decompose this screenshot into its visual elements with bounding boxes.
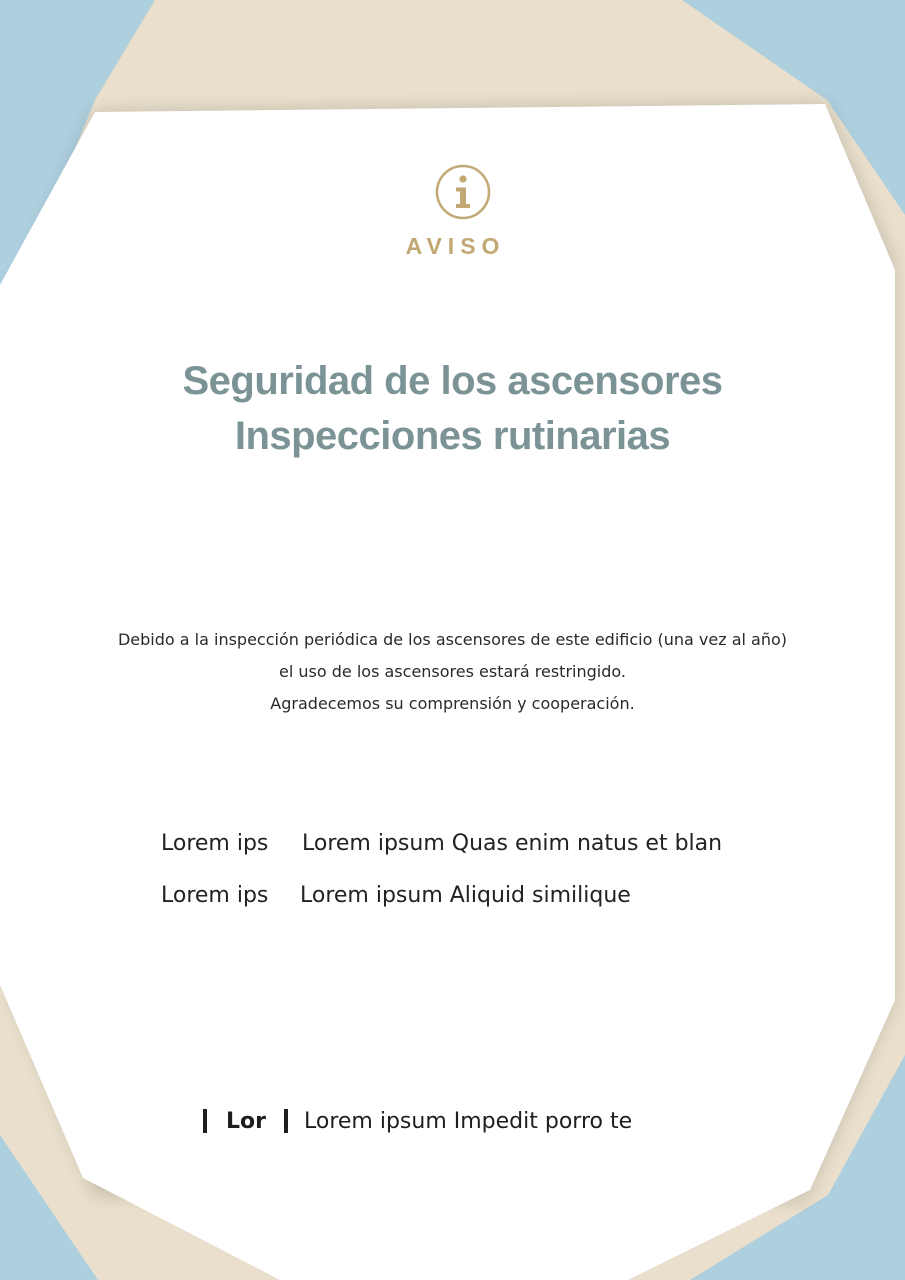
detail-value-1: Lorem ipsum Quas enim natus et blan [302, 831, 723, 856]
detail-label-1: Lorem ips [161, 831, 269, 856]
body-line-3: Agradecemos su comprensión y cooperación. [270, 694, 635, 713]
title-line-2: Inspecciones rutinarias [234, 414, 671, 458]
detail-label-2: Lorem ips [161, 883, 269, 908]
page-title [0, 354, 905, 464]
body-line-1: Debido a la inspección periódica de los ascensores de este edificio (una vez al año) [117, 630, 787, 649]
footer-divider-left [203, 1109, 207, 1133]
footer-short-label: Lor [226, 1108, 266, 1134]
notice-body [0, 624, 905, 720]
footer-divider-right [284, 1109, 288, 1133]
info-icon [435, 164, 491, 220]
detail-value-2: Lorem ipsum Aliquid similique [300, 883, 631, 908]
footer-contact [203, 1103, 632, 1139]
footer-text: Lorem ipsum Impedit porro te [303, 1108, 633, 1134]
body-line-2: el uso de los ascensores estará restringido. [279, 662, 626, 681]
title-line-1: Seguridad de los ascensores [182, 359, 723, 403]
notice-label: AVISO [405, 233, 506, 259]
